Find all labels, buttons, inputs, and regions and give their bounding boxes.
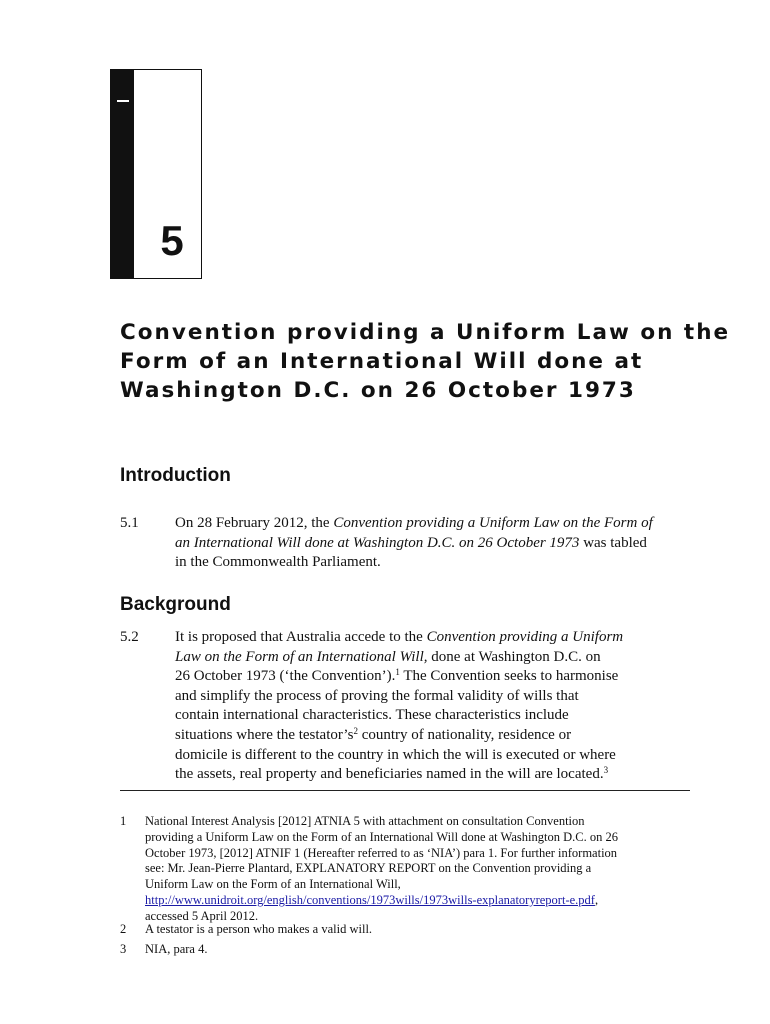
paragraph-line: [175, 667, 695, 687]
text-run: ,: [594, 892, 599, 907]
document-title: [120, 318, 731, 405]
footnote-line: Uniform Law on the Form of an International Will,: [145, 877, 401, 892]
footnote-line: NIA, para 4.: [145, 942, 208, 956]
paragraph-number: 5.2: [120, 629, 139, 645]
paragraph-line: contain international characteristics. These characteristics include: [175, 707, 569, 724]
footnote-ref-3[interactable]: 3: [603, 765, 609, 776]
paragraph-line: domicile is different to the country in which the will is executed or where: [175, 746, 616, 763]
paragraph-line: in the Commonwealth Parliament.: [175, 554, 381, 571]
footnote-line: providing a Uniform Law on the Form of an International Will done at Washington D.C. on 26: [145, 829, 618, 844]
title-line-3: Washington D.C. on 26 October 1973: [120, 378, 636, 403]
italic-convention-title: Law on the Form of an International Will,: [175, 648, 428, 665]
paragraph-line: [175, 534, 695, 554]
paragraph-text: [175, 628, 695, 785]
title-line-1: Convention providing a Uniform Law on the: [120, 320, 731, 345]
text-run: It is proposed that Australia accede to the: [175, 629, 427, 645]
footnote-text: [145, 814, 700, 925]
text-run: done at Washington D.C. on: [427, 648, 601, 665]
footnote-ref-1[interactable]: 1: [395, 667, 400, 678]
paragraph-number: 5.1: [120, 515, 139, 531]
introduction-heading: Introduction: [120, 465, 231, 486]
footnote-separator: [120, 790, 690, 791]
title-line-2: Form of an International Will done at: [120, 349, 644, 374]
footnote-text: [145, 922, 700, 938]
text-run: was tabled: [579, 534, 647, 551]
text-run: 26 October 1973 (‘the Convention’).: [175, 668, 396, 685]
footnote-number: 2: [120, 922, 127, 936]
footnote-line: accessed 5 April 2012.: [145, 908, 259, 923]
footnote-number: 1: [120, 814, 127, 828]
footnote-line: National Interest Analysis [2012] ATNIA 5 with attachment on consultation Convention: [145, 814, 585, 828]
italic-convention-title: an International Will done at Washington D.C. on 26 October 1973: [175, 534, 580, 551]
text-run: situations where the testator’s: [175, 726, 354, 743]
paragraph-text: [175, 514, 695, 573]
chapter-number: 5: [160, 217, 184, 264]
text-run: the assets, real property and beneficiaries named in the will are located.: [175, 766, 604, 783]
text-run: The Convention seeks to harmonise: [399, 668, 619, 685]
paragraph-line: [175, 628, 695, 648]
italic-convention-title: Convention providing a Uniform Law on the Form of: [333, 515, 653, 531]
footnote-text: [145, 942, 700, 958]
text-run: On 28 February 2012, the: [175, 515, 334, 531]
paragraph-line: [175, 726, 695, 746]
background-heading: Background: [120, 594, 231, 615]
paragraph-line: [175, 514, 695, 534]
footnote-number: 3: [120, 942, 127, 956]
paragraph-line: [175, 648, 695, 668]
chapter-marker: [110, 69, 202, 279]
italic-convention-title: Convention providing a Uniform: [426, 629, 624, 645]
paragraph-line: [175, 765, 695, 785]
footnote-line: October 1973, [2012] ATNIF 1 (Hereafter referred to as ‘NIA’) para 1. For further information: [145, 845, 618, 860]
text-run: country of nationality, residence or: [357, 726, 572, 743]
footnote-line: see: Mr. Jean-Pierre Plantard, EXPLANATORY REPORT on the Convention providing a: [145, 861, 592, 876]
paragraph-line: and simplify the process of proving the formal validity of wills that: [175, 687, 579, 704]
footnote-ref-2[interactable]: 2: [353, 725, 358, 736]
chapter-marker-notch: [117, 70, 129, 102]
footnote-line: A testator is a person who makes a valid will.: [145, 922, 373, 936]
footnote-line: [145, 893, 700, 909]
explanatory-report-link[interactable]: http://www.unidroit.org/english/conventions/1973wills/1973wills-explanatoryreport-e.pdf: [145, 892, 595, 907]
